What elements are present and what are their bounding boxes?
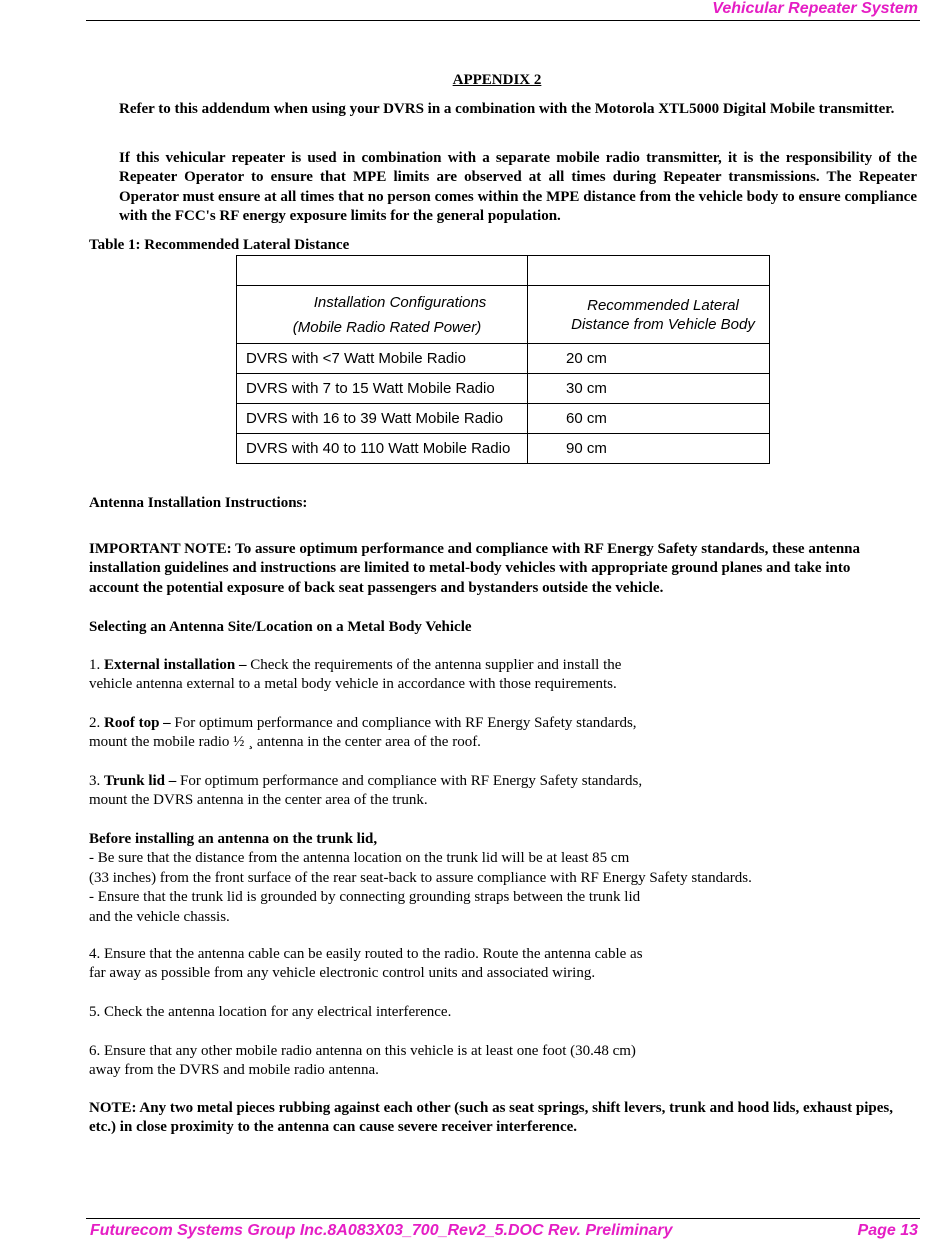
col-header-config: Installation Configurations (Mobile Radio Rated Power) <box>237 286 528 344</box>
antenna-heading: Antenna Installation Instructions: <box>89 495 308 511</box>
config-cell: DVRS with <7 Watt Mobile Radio <box>237 344 528 374</box>
step-5: 5. Check the antenna location for any electrical interference. <box>89 1004 452 1020</box>
col-header-distance: Recommended Lateral Distance from Vehicle Body <box>528 286 770 344</box>
table-caption: Table 1: Recommended Lateral Distance <box>89 237 350 253</box>
interference-note: NOTE: Any two metal pieces rubbing against each other (such as seat springs, shift levers, trunk and hood lids, exhaust pipes, etc.) in close proximity to the antenna can cause severe receiver interference. <box>89 1100 893 1136</box>
lateral-distance-table <box>236 255 770 464</box>
table-row <box>237 434 770 464</box>
table-row <box>237 374 770 404</box>
trunk-lid-block: Before installing an antenna on the trunk lid, - Be sure that the distance from the antenna location on the trunk lid will be at least 85 cm (33 inches) from the front surface of the rear seat-back to assure compliance with RF Energy Safety standards. - Ensure that the trunk lid is grounded by connecting grounding straps between the trunk lid and the vehicle chassis. <box>89 831 752 925</box>
config-cell: DVRS with 7 to 15 Watt Mobile Radio <box>237 374 528 404</box>
before-heading: Before installing an antenna on the trunk lid, <box>89 831 378 847</box>
intro-paragraph-2: If this vehicular repeater is used in combination with a separate mobile radio transmitter, it is the responsibility of the Repeater Operator to ensure that MPE limits are observed at all times during Repeater transmissions. The Repeater Operator must ensure at all times that no person comes within the MPE distance from the vehicle body to ensure compliance with the FCC's RF energy exposure limits for the general population. <box>119 150 917 225</box>
selecting-heading: Selecting an Antenna Site/Location on a Metal Body Vehicle <box>89 619 472 635</box>
table-empty-row <box>237 256 770 286</box>
step-3-lead: Trunk lid – <box>104 773 177 789</box>
step-2: 2. Roof top – For optimum performance and compliance with RF Energy Safety standards, mount the mobile radio ½ ¸ antenna in the center area of the roof. <box>89 715 637 751</box>
table-header-row <box>237 286 770 344</box>
step-1: 1. External installation – Check the requirements of the antenna supplier and install the vehicle antenna external to a metal body vehicle in accordance with those requirements. <box>89 657 622 693</box>
footer-rule <box>86 1218 920 1219</box>
step-1-lead: External installation – <box>104 657 247 673</box>
step-6: 6. Ensure that any other mobile radio antenna on this vehicle is at least one foot (30.48 cm) away from the DVRS and mobile radio antenna. <box>89 1043 636 1079</box>
header-rule <box>86 20 920 21</box>
table-row <box>237 344 770 374</box>
appendix-title: APPENDIX 2 <box>452 72 542 88</box>
table-row <box>237 404 770 434</box>
config-cell: DVRS with 16 to 39 Watt Mobile Radio <box>237 404 528 434</box>
distance-cell: 90 cm <box>528 434 770 464</box>
footer-doc-id: Futurecom Systems Group Inc.8A083X03_700_Rev2_5.DOC Rev. Preliminary <box>90 1222 673 1239</box>
step-3: 3. Trunk lid – For optimum performance and compliance with RF Energy Safety standards, mount the DVRS antenna in the center area of the trunk. <box>89 773 643 809</box>
intro-paragraph-1: Refer to this addendum when using your DVRS in a combination with the Motorola XTL5000 Digital Mobile transmitter. <box>119 101 895 117</box>
distance-cell: 30 cm <box>528 374 770 404</box>
step-4: 4. Ensure that the antenna cable can be easily routed to the radio. Route the antenna cable as far away as possible from any vehicle electronic control units and associated wiring. <box>89 946 643 982</box>
config-cell: DVRS with 40 to 110 Watt Mobile Radio <box>237 434 528 464</box>
important-note: IMPORTANT NOTE: To assure optimum performance and compliance with RF Energy Safety standards, these antenna installation guidelines and instructions are limited to metal-body vehicles with appropriate ground planes and take into account the potential exposure of back seat passengers and bystanders outside the vehicle. <box>89 541 861 596</box>
distance-cell: 20 cm <box>528 344 770 374</box>
footer-page-number: Page 13 <box>857 1222 918 1239</box>
step-2-lead: Roof top – <box>104 715 171 731</box>
distance-cell: 60 cm <box>528 404 770 434</box>
header-title: Vehicular Repeater System <box>712 0 918 17</box>
